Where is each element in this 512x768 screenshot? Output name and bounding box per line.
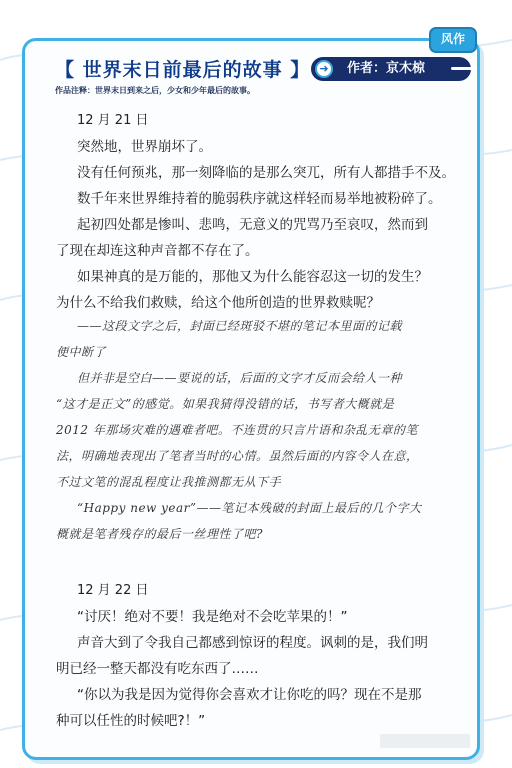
handwritten-line: 2012 年那场灾难的遇难者吧。不连贯的只言片语和杂乱无章的笔 [56,423,418,437]
paragraph-line: 突然地，世界崩坏了。 [77,139,212,155]
handwritten-line: 概就是笔者残存的最后一丝理性了吧? [56,527,263,541]
handwritten-line: 不过文笔的混乱程度让我推测都无从下手 [56,475,282,489]
paragraph-line: 了现在却连这种声音都不存在了。 [56,243,259,259]
series-title: 【 世界末日前最后的故事 】 [55,59,311,81]
author-label: 作者：京木椋 [347,61,426,76]
work-note: 作品注释：世界末日到来之后，少女和少年最后的故事。 [55,86,255,95]
paragraph-line: 为什么不给我们救赎，给这个他所创造的世界救赎呢？ [56,295,380,311]
paragraph-line: “讨厌！绝对不要！我是绝对不会吃苹果的！” [77,609,348,625]
handwritten-line: “Happy new year”——笔记本残破的封面上最后的几个字大 [77,501,422,515]
handwritten-line: 但并非是空白——要说的话，后面的文字才反而会给人一种 [77,371,403,385]
paragraph-line: “你以为我是因为觉得你会喜欢才让你吃的吗？现在不是那 [77,687,422,703]
arrow-right-icon: ➜ [315,60,333,78]
paragraph-line: 没有任何预兆，那一刻降临的是那么突兀，所有人都措手不及。 [77,165,455,181]
paragraph-line: 种可以任性的时候吧?！” [56,713,206,729]
paragraph-line: 明已经一整天都没有吃东西了…… [56,661,259,677]
handwritten-line: 便中断了 [56,345,107,359]
story-page [22,38,480,760]
handwritten-line: ——这段文字之后，封面已经斑驳不堪的笔记本里面的记载 [77,319,403,333]
header [49,57,459,83]
paragraph-line: 声音大到了令我自己都感到惊讶的程度。讽刺的是，我们明 [77,635,428,651]
paragraph-line: 如果神真的是万能的，那他又为什么能容忍这一切的发生？ [77,269,428,285]
entry-date: 12 月 21 日 [77,113,149,128]
author-badge [311,57,471,81]
watermark [380,734,470,748]
pill-tail [451,67,477,70]
entry-date: 12 月 22 日 [77,583,149,598]
handwritten-line: 法，明确地表现出了笔者当时的心情。虽然后面的内容令人在意， [56,449,419,463]
handwritten-line: “这才是正文”的感觉。如果我猜得没错的话，书写者大概就是 [56,397,395,411]
corner-badge: 风作 [429,27,477,53]
paragraph-line: 起初四处都是惨叫、悲鸣，无意义的咒骂乃至哀叹，然而到 [77,217,428,233]
paragraph-line: 数千年来世界维持着的脆弱秩序就这样轻而易举地被粉碎了。 [77,191,442,207]
